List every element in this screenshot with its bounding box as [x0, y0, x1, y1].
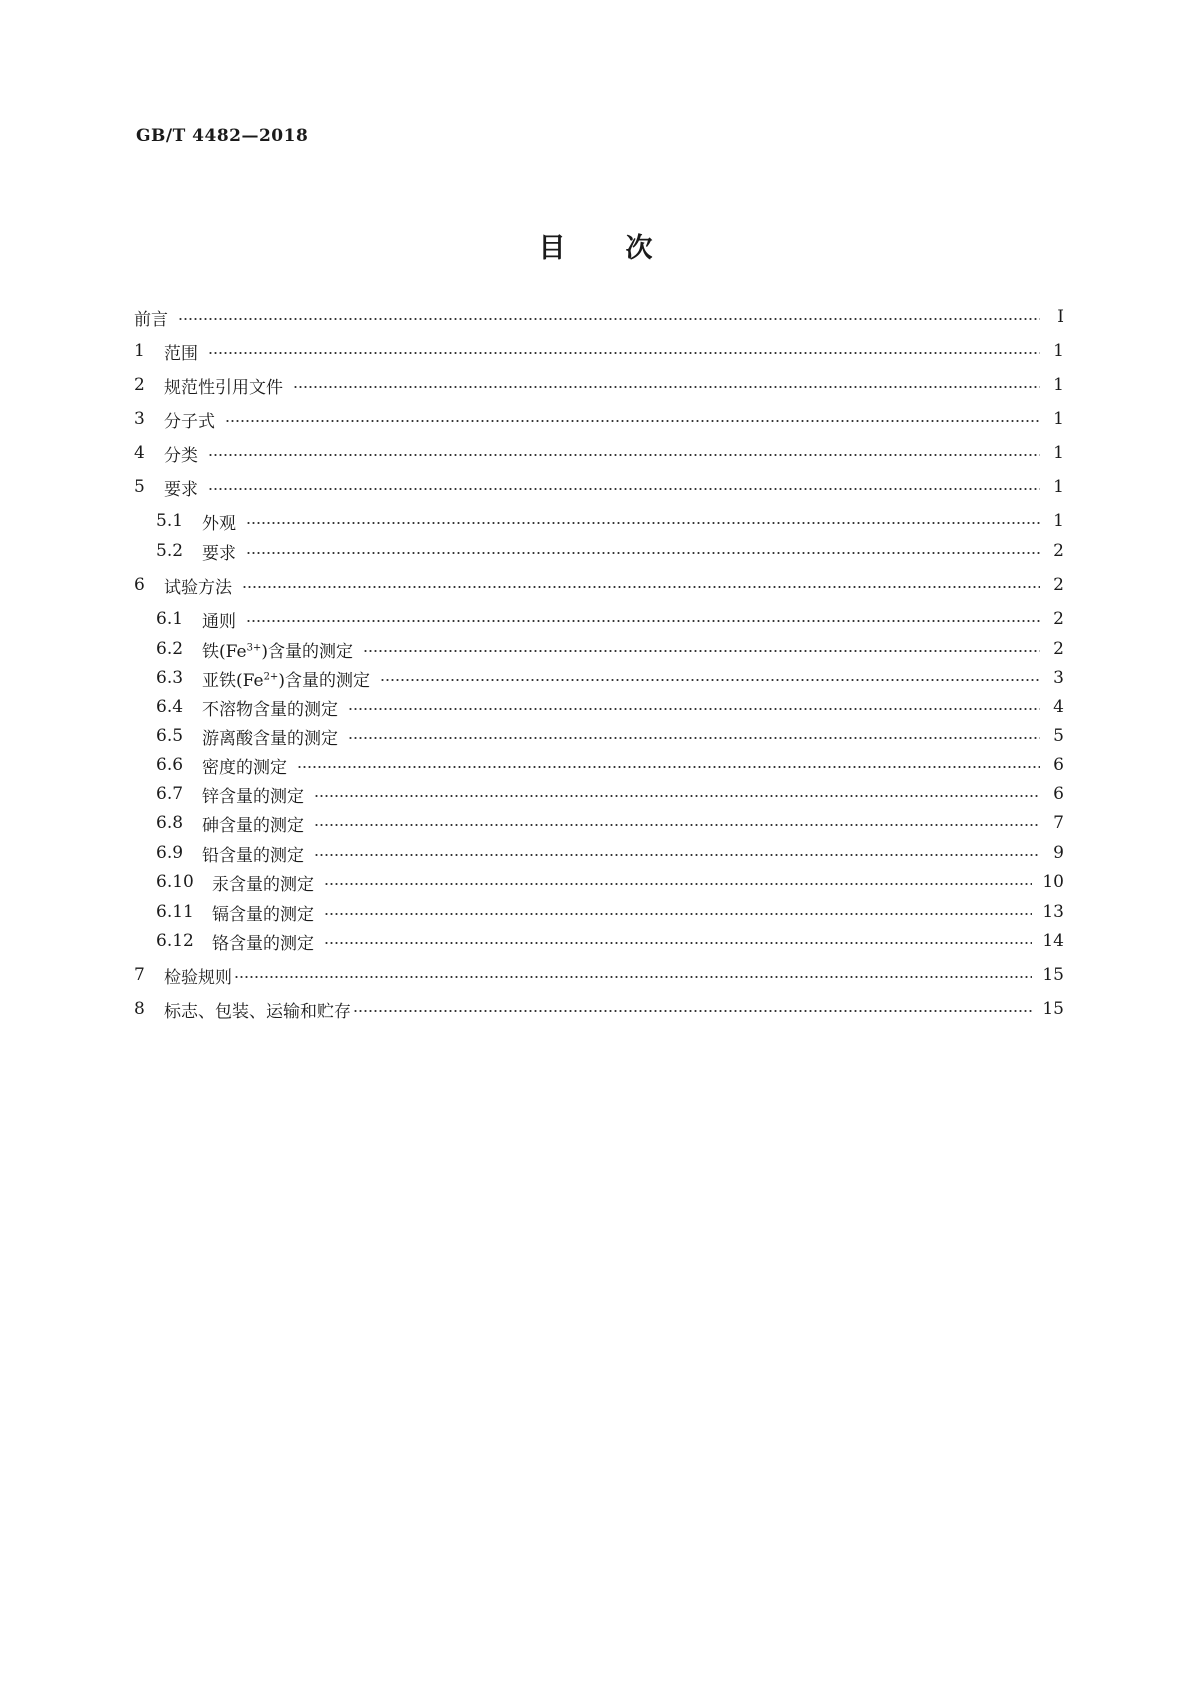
- toc-entry[interactable]: [156, 606, 1064, 632]
- toc-entry-page: 2: [1053, 541, 1064, 561]
- toc-entry-label: 密度的测定: [202, 757, 287, 778]
- toc-entry-number: 6.10: [156, 872, 194, 892]
- toc-leader-dots: [314, 795, 1040, 797]
- toc-entry[interactable]: [156, 694, 1064, 720]
- toc-entry-number: 6.6: [156, 755, 184, 775]
- toc-entry-number: 6.3: [156, 668, 184, 688]
- toc-entry[interactable]: [156, 538, 1064, 564]
- toc-leader-dots: [242, 586, 1040, 588]
- toc-entry[interactable]: [156, 840, 1064, 866]
- toc-entry-number: 5.1: [156, 511, 184, 531]
- toc-leader-dots: [348, 708, 1040, 710]
- toc-entry-label: 前言: [134, 309, 168, 330]
- toc-entry-label: 铅含量的测定: [202, 845, 304, 866]
- toc-entry-label: 分子式: [164, 411, 215, 432]
- toc-entry-label: 规范性引用文件: [164, 377, 283, 398]
- toc-leader-dots: [324, 913, 1032, 915]
- toc-entry-number: 4: [134, 443, 145, 463]
- toc-entry[interactable]: [156, 810, 1064, 836]
- toc-entry-page: 2: [1053, 609, 1064, 629]
- toc-entry-page: 7: [1053, 813, 1064, 833]
- toc-entry[interactable]: [134, 474, 1064, 500]
- toc-entry[interactable]: [156, 781, 1064, 807]
- toc-entry-number: 6.8: [156, 813, 184, 833]
- toc-entry-label: 标志、包装、运输和贮存: [164, 1001, 351, 1022]
- toc-entry[interactable]: [156, 899, 1064, 925]
- toc-entry-number: 6.12: [156, 931, 194, 951]
- toc-entry-number: 6.9: [156, 843, 184, 863]
- toc-entry-number: 6.5: [156, 726, 184, 746]
- toc-entry-label: 汞含量的测定: [212, 874, 314, 895]
- toc-entry-page: 1: [1053, 443, 1064, 463]
- toc-entry-page: 5: [1053, 726, 1064, 746]
- toc-entry[interactable]: [156, 636, 1064, 662]
- toc-entry-page: 3: [1053, 668, 1064, 688]
- toc-entry-page: 9: [1053, 843, 1064, 863]
- toc-entry[interactable]: [134, 372, 1064, 398]
- toc-entry[interactable]: [134, 996, 1064, 1022]
- toc-entry-page: 1: [1053, 341, 1064, 361]
- toc-entry[interactable]: [134, 338, 1064, 364]
- toc-entry-number: 2: [134, 375, 145, 395]
- standard-code: GB/T 4482—2018: [136, 126, 309, 146]
- toc-entry[interactable]: [134, 304, 1064, 330]
- toc-leader-dots: [324, 883, 1032, 885]
- toc-entry-label: 不溶物含量的测定: [202, 699, 338, 720]
- toc-entry-page: 15: [1042, 999, 1064, 1019]
- toc-entry-number: 6.4: [156, 697, 184, 717]
- toc-entry-page: 10: [1042, 872, 1064, 892]
- toc-leader-dots: [246, 552, 1040, 554]
- toc-entry-page: 14: [1042, 931, 1064, 951]
- toc-leader-dots: [234, 976, 1032, 978]
- toc-entry-label: 砷含量的测定: [202, 815, 304, 836]
- toc-entry-label: 分类: [164, 445, 198, 466]
- toc-entry-page: 6: [1053, 755, 1064, 775]
- toc-leader-dots: [348, 737, 1040, 739]
- toc-entry[interactable]: [156, 723, 1064, 749]
- toc-leader-dots: [380, 679, 1040, 681]
- toc-entry[interactable]: [134, 406, 1064, 432]
- toc-entry-label: 要求: [202, 543, 236, 564]
- toc-entry[interactable]: [134, 572, 1064, 598]
- toc-entry[interactable]: [156, 665, 1064, 691]
- toc-entry-number: 1: [134, 341, 145, 361]
- toc-entry-label: 试验方法: [164, 577, 232, 598]
- toc-entry[interactable]: [156, 752, 1064, 778]
- toc-entry-label: 铁$(Fe^{3+})$含量的测定: [202, 641, 353, 662]
- toc-leader-dots: [208, 352, 1040, 354]
- toc-entry-page: 1: [1053, 477, 1064, 497]
- toc-entry-label: 检验规则: [164, 967, 232, 988]
- toc-leader-dots: [314, 854, 1040, 856]
- toc-entry-number: 8: [134, 999, 145, 1019]
- toc-entry-page: 4: [1053, 697, 1064, 717]
- toc-entry-page: 2: [1053, 639, 1064, 659]
- toc-entry-number: 7: [134, 965, 145, 985]
- toc-entry-page: 15: [1042, 965, 1064, 985]
- toc-entry-label: 游离酸含量的测定: [202, 728, 338, 749]
- toc-leader-dots: [246, 522, 1040, 524]
- toc-entry-label: 铬含量的测定: [212, 933, 314, 954]
- toc-leader-dots: [297, 766, 1040, 768]
- toc-leader-dots: [363, 650, 1040, 652]
- toc-entry-label: 要求: [164, 479, 198, 500]
- toc-leader-dots: [293, 386, 1040, 388]
- toc-entry-number: 6.11: [156, 902, 194, 922]
- toc-entry-number: 6.1: [156, 609, 184, 629]
- toc-entry-label: 范围: [164, 343, 198, 364]
- toc-entry[interactable]: [134, 962, 1064, 988]
- toc-leader-dots: [178, 318, 1040, 320]
- toc-entry[interactable]: [156, 869, 1064, 895]
- toc-leader-dots: [225, 420, 1040, 422]
- toc-leader-dots: [246, 620, 1040, 622]
- toc-entry-number: 5.2: [156, 541, 184, 561]
- toc-entry-page: 6: [1053, 784, 1064, 804]
- toc-entry[interactable]: [156, 928, 1064, 954]
- toc-entry-page: 13: [1042, 902, 1064, 922]
- toc-entry[interactable]: [134, 440, 1064, 466]
- toc-entry-label: 亚铁$(Fe^{2+})$含量的测定: [202, 670, 370, 691]
- toc-entry-page: 1: [1053, 409, 1064, 429]
- toc-entry-superscript: 3+: [246, 641, 262, 653]
- toc-entry-label: 锌含量的测定: [202, 786, 304, 807]
- toc-entry-page: Ⅰ: [1057, 307, 1064, 327]
- toc-leader-dots: [353, 1010, 1032, 1012]
- toc-entry-number: 5: [134, 477, 145, 497]
- toc-entry-label: 镉含量的测定: [212, 904, 314, 925]
- toc-entry-label: 通则: [202, 611, 236, 632]
- toc-leader-dots: [314, 824, 1040, 826]
- toc-entry-number: 6: [134, 575, 145, 595]
- toc-entry-page: 1: [1053, 511, 1064, 531]
- toc-entry-number: 6.2: [156, 639, 184, 659]
- toc-entry[interactable]: [156, 508, 1064, 534]
- toc-leader-dots: [208, 488, 1040, 490]
- toc-title: 目次: [538, 233, 713, 264]
- toc-leader-dots: [208, 454, 1040, 456]
- toc-entry-label: 外观: [202, 513, 236, 534]
- toc-leader-dots: [324, 942, 1032, 944]
- toc-entry-page: 2: [1053, 575, 1064, 595]
- toc-entry-page: 1: [1053, 375, 1064, 395]
- toc-entry-number: 6.7: [156, 784, 184, 804]
- toc-entry-superscript: 2+: [263, 670, 279, 682]
- toc-entry-number: 3: [134, 409, 145, 429]
